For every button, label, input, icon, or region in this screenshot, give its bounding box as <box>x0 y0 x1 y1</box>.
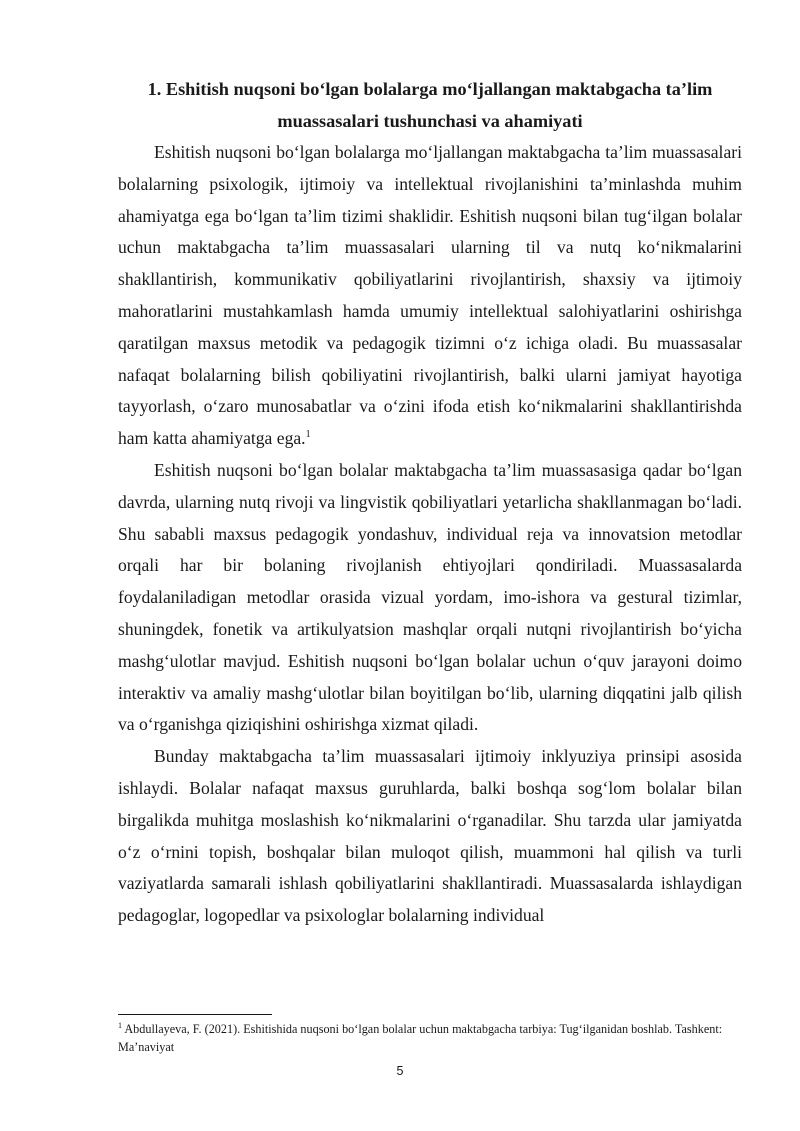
footnote <box>118 1020 742 1056</box>
body-text <box>118 137 742 932</box>
footnote-number: 1 <box>118 1020 122 1030</box>
page-number: 5 <box>396 1064 404 1078</box>
footnote-text: Abdullayeva, F. (2021). Eshitishida nuqsoni bo‘lgan bolalar uchun maktabgacha tarbiya: Tug‘ilganidan boshlab. Tashkent: Ma’naviyat <box>118 1022 723 1054</box>
paragraph-1 <box>118 137 742 455</box>
footnote-divider <box>118 1014 272 1015</box>
paragraph-1-text: Eshitish nuqsoni bo‘lgan bolalarga mo‘ljallangan maktabgacha ta’lim muassasalari bolalarning psixologik, ijtimoiy va intellektual rivojlanishini ta’minlashda muhim ahamiyatga ega bo‘lgan ta’lim tizimi shaklidir. Eshitish nuqsoni bilan tug‘ilgan bolalar uchun maktabgacha ta’lim muassasalari ularning til va nutq ko‘nikmalarini shakllantirish, kommunikativ qobiliyatlarini rivojlantirish, shaxsiy va ijtimoiy mahoratlarini mustahkamlash hamda umumiy intellektual salohiyatlarini oshirishga qaratilgan maxsus metodik va pedagogik tizimni o‘z ichiga oladi. Bu muassasalar nafaqat bolalarning bilish qobiliyatini rivojlantirish, balki ularni jamiyat hayotiga tayyorlash, o‘zaro munosabatlar va o‘zini ifoda etish ko‘nikmalarini shakllantirishda ham katta ahamiyatga ega. <box>118 142 742 449</box>
footnote-reference: 1 <box>305 429 311 441</box>
paragraph-3: Bunday maktabgacha ta’lim muassasalari ijtimoiy inklyuziya prinsipi asosida ishlaydi. Bolalar nafaqat maxsus guruhlarda, balki boshqa sog‘lom bolalar bilan birgalikda muhitga moslashish ko‘nikmalarini o‘rganadilar. Shu tarzda ular jamiyatda o‘z o‘rnini topish, boshqalar bilan muloqot qilish, muammoni hal qilish va turli vaziyatlarda samarali ishlash qobiliyatlarini shakllantiradi. Muassasalarda ishlaydigan pedagoglar, logopedlar va psixologlar bolalarning individual <box>118 746 742 926</box>
paragraph-2: Eshitish nuqsoni bo‘lgan bolalar maktabgacha ta’lim muassasasiga qadar bo‘lgan davrda, ularning nutq rivoji va lingvistik qobiliyatlari yetarlicha shakllanmagan bo‘ladi. Shu sababli maxsus pedagogik yondashuv, individual reja va innovatsion metodlar orqali har bir bolaning rivojlanish ehtiyojlari qondiriladi. Muassasalarda foydalaniladigan metodlar orasida vizual yordam, imo-ishora va gestural tizimlar, shuningdek, fonetik va artikulyatsion mashqlar orqali nutqni rivojlantirish bo‘yicha mashg‘ulotlar mavjud. Eshitish nuqsoni bo‘lgan bolalar uchun o‘quv jarayoni doimo interaktiv va amaliy mashg‘ulotlar bilan boyitilgan bo‘lib, ularning diqqatini jalb qilish va o‘rganishga qiziqishini oshirishga xizmat qiladi. <box>118 459 742 735</box>
section-heading: 1. Eshitish nuqsoni bo‘lgan bolalarga mo‘ljallangan maktabgacha ta’lim muassasalari tushunchasi va ahamiyati <box>147 79 713 131</box>
